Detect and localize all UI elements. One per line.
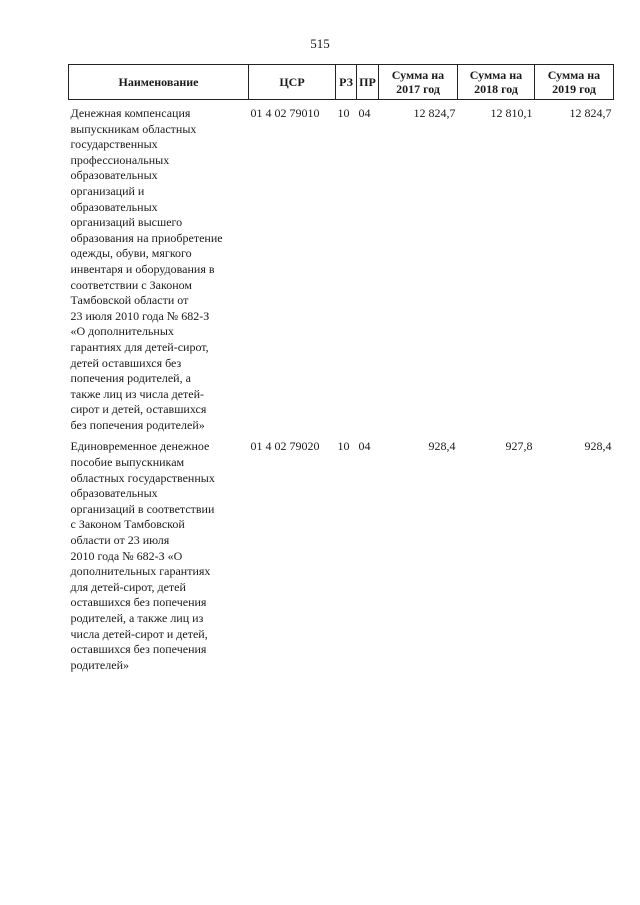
header-name: Наименование: [69, 65, 249, 100]
name-line: родителей»: [70, 657, 129, 672]
name-line: государственных: [70, 137, 158, 152]
name-line: оставшихся без попечения: [70, 595, 207, 610]
row-sum-2018-cell: 12 810,1: [490, 106, 533, 120]
name-line: оставшихся без попечения: [70, 642, 207, 657]
name-line: организаций в соответствии: [70, 501, 215, 516]
name-line: выпускникам областных: [70, 121, 197, 136]
header-sum-2018-line1: Сумма на: [469, 68, 523, 82]
name-line: «О дополнительных: [70, 324, 174, 339]
name-line: гарантиях для детей-сирот,: [70, 339, 209, 354]
name-line: для детей-сирот, детей: [70, 579, 186, 594]
name-line: с Законом Тамбовской: [70, 517, 185, 532]
row-sum-2018-cell: 927,8: [505, 439, 533, 454]
header-sum-2019: [535, 65, 614, 100]
budget-table: [68, 64, 614, 673]
page-number: 515: [310, 36, 330, 51]
name-line: 2010 года № 682-З «О: [70, 548, 183, 563]
row-sum-2017-cell: 12 824,7: [413, 106, 456, 120]
header-csr: ЦСР: [249, 65, 336, 100]
name-line: детей оставшихся без: [70, 355, 182, 370]
row-csr-cell: 01 4 02 79020: [250, 439, 320, 454]
header-pr: ПР: [357, 65, 379, 100]
name-line: пособие выпускникам: [70, 455, 185, 470]
header-rz: РЗ: [336, 65, 357, 100]
name-line: 23 июля 2010 года № 682-З: [70, 308, 210, 323]
name-line: образовательных: [70, 199, 158, 214]
row-sum-2019-cell: 12 824,7: [569, 106, 612, 120]
name-line: Тамбовской области от: [70, 293, 189, 308]
name-line: сирот и детей, оставшихся: [70, 402, 207, 417]
name-line: инвентаря и оборудования в: [70, 261, 215, 276]
table-header-row: [69, 65, 614, 100]
name-line: дополнительных гарантиях: [70, 564, 211, 579]
name-line: образования на приобретение: [70, 230, 223, 245]
name-line: образовательных: [70, 168, 158, 183]
row-csr-cell: 01 4 02 79010: [250, 106, 320, 120]
header-sum-2018-line2: 2018 год: [474, 82, 518, 96]
name-line: области от 23 июля: [70, 533, 170, 548]
name-line: родителей, а также лиц из: [70, 611, 204, 625]
name-line: организаций высшего: [70, 215, 183, 230]
name-line: Единовременное денежное: [70, 439, 210, 454]
row-pr-cell: 04: [358, 439, 371, 454]
name-line: попечения родителей, а: [70, 371, 191, 386]
name-line: профессиональных: [70, 152, 170, 167]
header-sum-2017-line2: 2017 год: [396, 82, 440, 96]
name-line: также лиц из числа детей-: [70, 386, 205, 401]
header-sum-2017: [379, 65, 458, 100]
name-line: организаций и: [70, 183, 145, 198]
header-sum-2018: [458, 65, 535, 100]
row-sum-2017-cell: 928,4: [428, 439, 456, 454]
header-sum-2017-line1: Сумма на: [391, 68, 445, 82]
row-name-cell: [69, 100, 249, 434]
row-rz-cell: 10: [337, 439, 350, 454]
row-pr-cell: 04: [358, 106, 371, 120]
name-line: соответствии с Законом: [70, 277, 192, 292]
table-row: [69, 433, 614, 673]
name-line: без попечения родителей»: [70, 417, 205, 432]
row-name-cell: [69, 433, 249, 673]
name-line: Денежная компенсация: [70, 106, 191, 120]
name-line: областных государственных: [70, 470, 215, 485]
header-sum-2019-line2: 2019 год: [552, 82, 596, 96]
row-sum-2019-cell: 928,4: [584, 439, 612, 454]
header-sum-2019-line1: Сумма на: [547, 68, 601, 82]
table-row: [69, 100, 614, 434]
row-rz-cell: 10: [337, 106, 350, 120]
name-line: одежды, обуви, мягкого: [70, 246, 192, 261]
name-line: числа детей-сирот и детей,: [70, 626, 208, 641]
name-line: образовательных: [70, 486, 158, 501]
